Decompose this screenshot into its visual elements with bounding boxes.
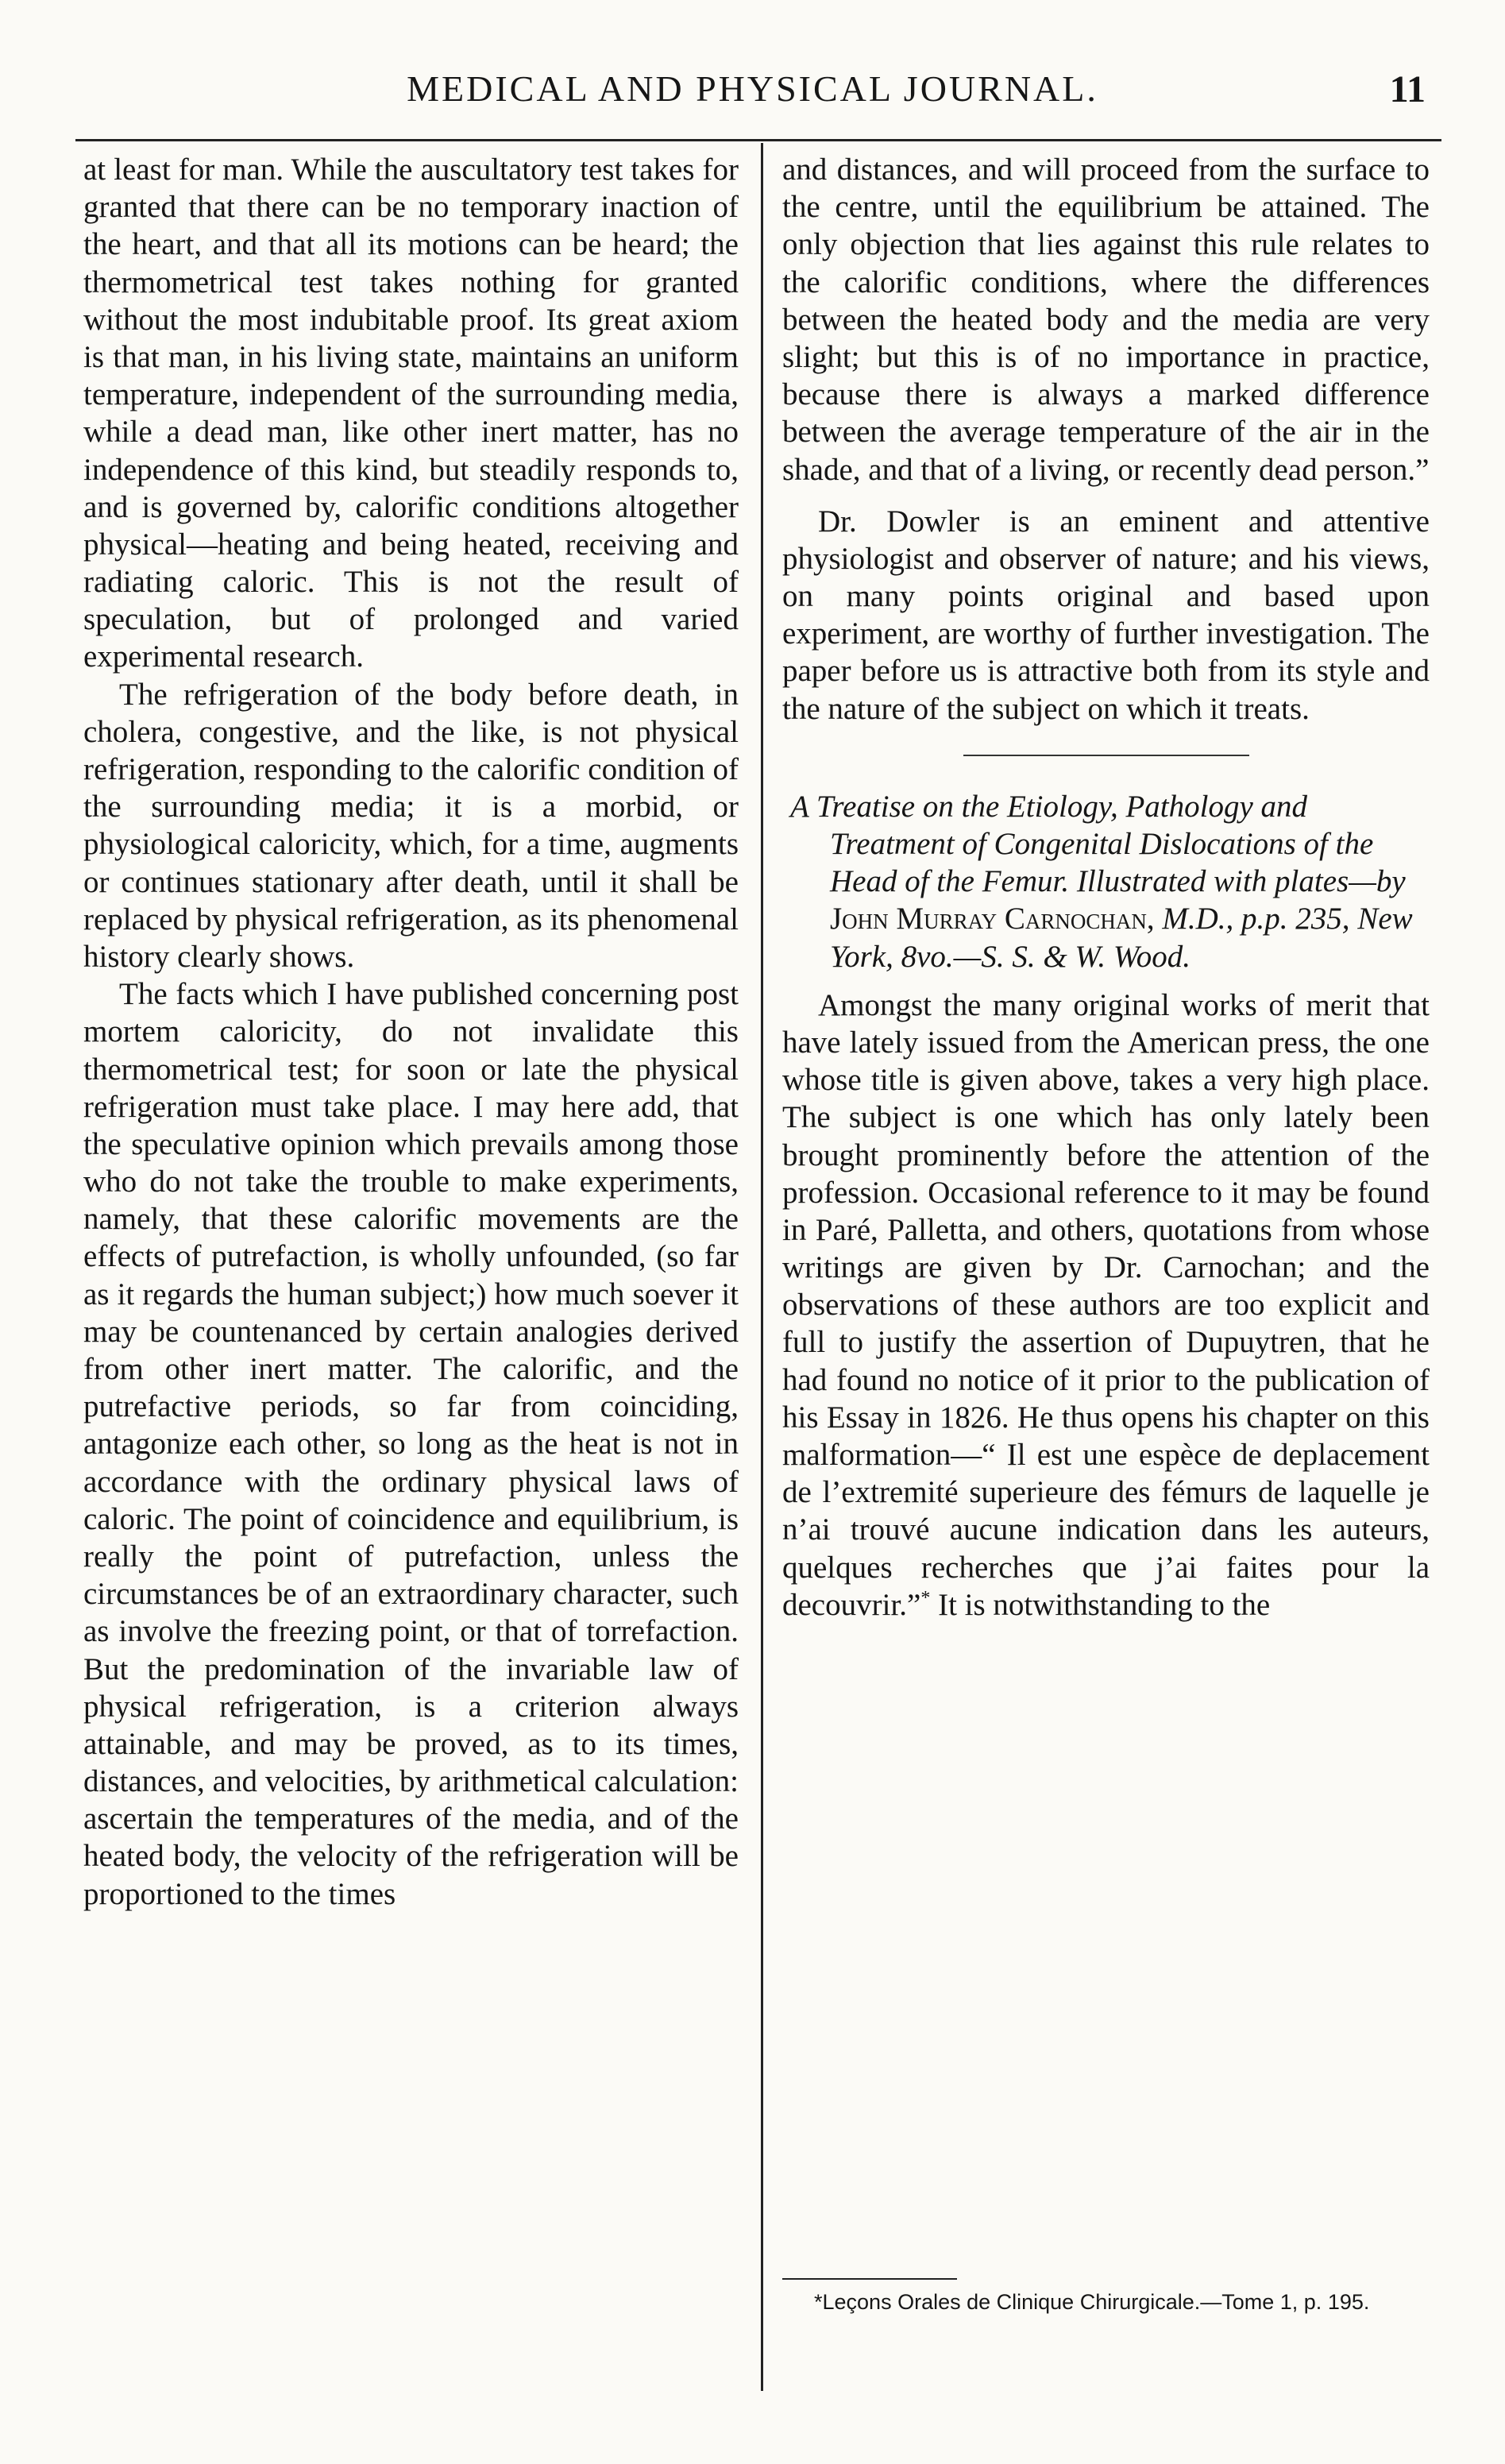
section-divider — [963, 755, 1249, 756]
running-head: MEDICAL AND PHYSICAL JOURNAL. — [407, 68, 1098, 109]
page-header — [0, 68, 1505, 123]
paragraph-tail: It is notwithstanding to the — [930, 1587, 1271, 1622]
paragraph: The refrigeration of the body before death, in cholera, congestive, and the like, is not physical refrigeration, responding to the calorific condition of the surrounding media; it is a morbid, or physiological caloricity, which, for a time, augments or continues stationary after death, until it shall be replaced by physical refrigeration, as its phenomenal history clearly shows. — [83, 677, 739, 974]
header-rule — [75, 139, 1441, 141]
review-details: M.D., p.p. 235, New York, 8vo.—S. S. & W. Wood. — [830, 902, 1413, 974]
page-number: 11 — [1389, 68, 1426, 110]
paragraph: and distances, and will proceed from the surface to the centre, until the equilibrium be attained. The only objection that lies against this rule relates to the calorific conditions, where the differences between the heated body and the media are very slight; but this is of no importance in practice, because there is always a marked difference between the average temperature of the air in the shade, and that of a living, or recently dead person.” — [782, 153, 1430, 487]
paragraph-text: Amongst the many original works of merit that have lately issued from the American press, the one whose title is given above, takes a very high place. The subject is one which has only lately been brought prominently before the attention of the profession. Occasional reference to it may be found in Paré, Palletta, and others, quotations from whose writings are given by Dr. Carnochan; and the observations of these authors are too explicit and full to justify the assertion of Dupuytren, that he had found no notice of it prior to the publication of his Essay in 1826. He thus opens his chapter on this malformation—“ Il est une espèce de deplacement de l’extremité superieure des fémurs de laquelle je n’ai trouvé aucune indication dans les auteurs, quelques recherches que j’ai faites pour la decouvrir.” — [782, 987, 1430, 1622]
paragraph: The facts which I have published concerning post mortem caloricity, do not invalidate this thermometrical test; for soon or late the physical refrigeration must take place. I may here add, that the speculative opinion which prevails among those who do not take the trouble to make experiments, namely, that these calorific movements are the effects of putrefaction, is wholly unfounded, (so far as it regards the human subject;) how much soever it may be countenanced by certain analogies derived from other inert matter. The calorific, and the putrefactive periods, so far from coinciding, antagonize each other, so long as the heat is not in accordance with the ordinary physical laws of caloric. The point of coincidence and equilibrium, is really the point of putrefaction, unless the circumstances be of an extraordinary character, such as involve the freezing point, or that of torrefaction. But the predomination of the invariable law of physical refrigeration, is a criterion always attainable, and may be proved, as to its times, distances, and velocities, by arithmetical calculation: ascertain the temperatures of the media, and of the heated body, the velocity of the refrigeration will be proportioned to the times — [83, 977, 739, 1911]
paragraph: at least for man. While the auscultatory test takes for granted that there can be no temporary inaction of the heart, and that all its motions can be heard; the thermometrical test takes nothing for granted without the most indubitable proof. Its great axiom is that man, in his living state, maintains an uniform temperature, independent of the surrounding media, while a dead man, like other inert matter, has no independence of this kind, but steadily responds to, and is governed by, calorific conditions altogether physical—heating and being heated, receiving and radiating caloric. This is not the result of speculation, but of prolonged and varied experimental research. — [83, 153, 739, 674]
footnote: *Leçons Orales de Clinique Chirurgicale.—Tome 1, p. 195. — [814, 2290, 1370, 2314]
paragraph — [782, 987, 1430, 1624]
column-divider — [761, 143, 763, 2391]
footnote-rule — [782, 2278, 957, 2280]
review-author: John Murray Carnochan, — [830, 902, 1155, 937]
review-title-text: A Treatise on the Etiology, Pathology and Treatment of Congenital Dislocations of the Head of the Femur. Illustrated with plates—by — [790, 789, 1406, 899]
footnote-marker: * — [920, 1587, 931, 1609]
review-title — [782, 788, 1430, 975]
paragraph: Dr. Dowler is an eminent and attentive physiologist and observer of nature; and his views, on many points original and based upon experiment, are worthy of further investigation. The paper before us is attractive both from its style and the nature of the subject on which it treats. — [782, 504, 1430, 726]
left-column — [83, 151, 739, 1913]
right-column — [782, 151, 1430, 2240]
